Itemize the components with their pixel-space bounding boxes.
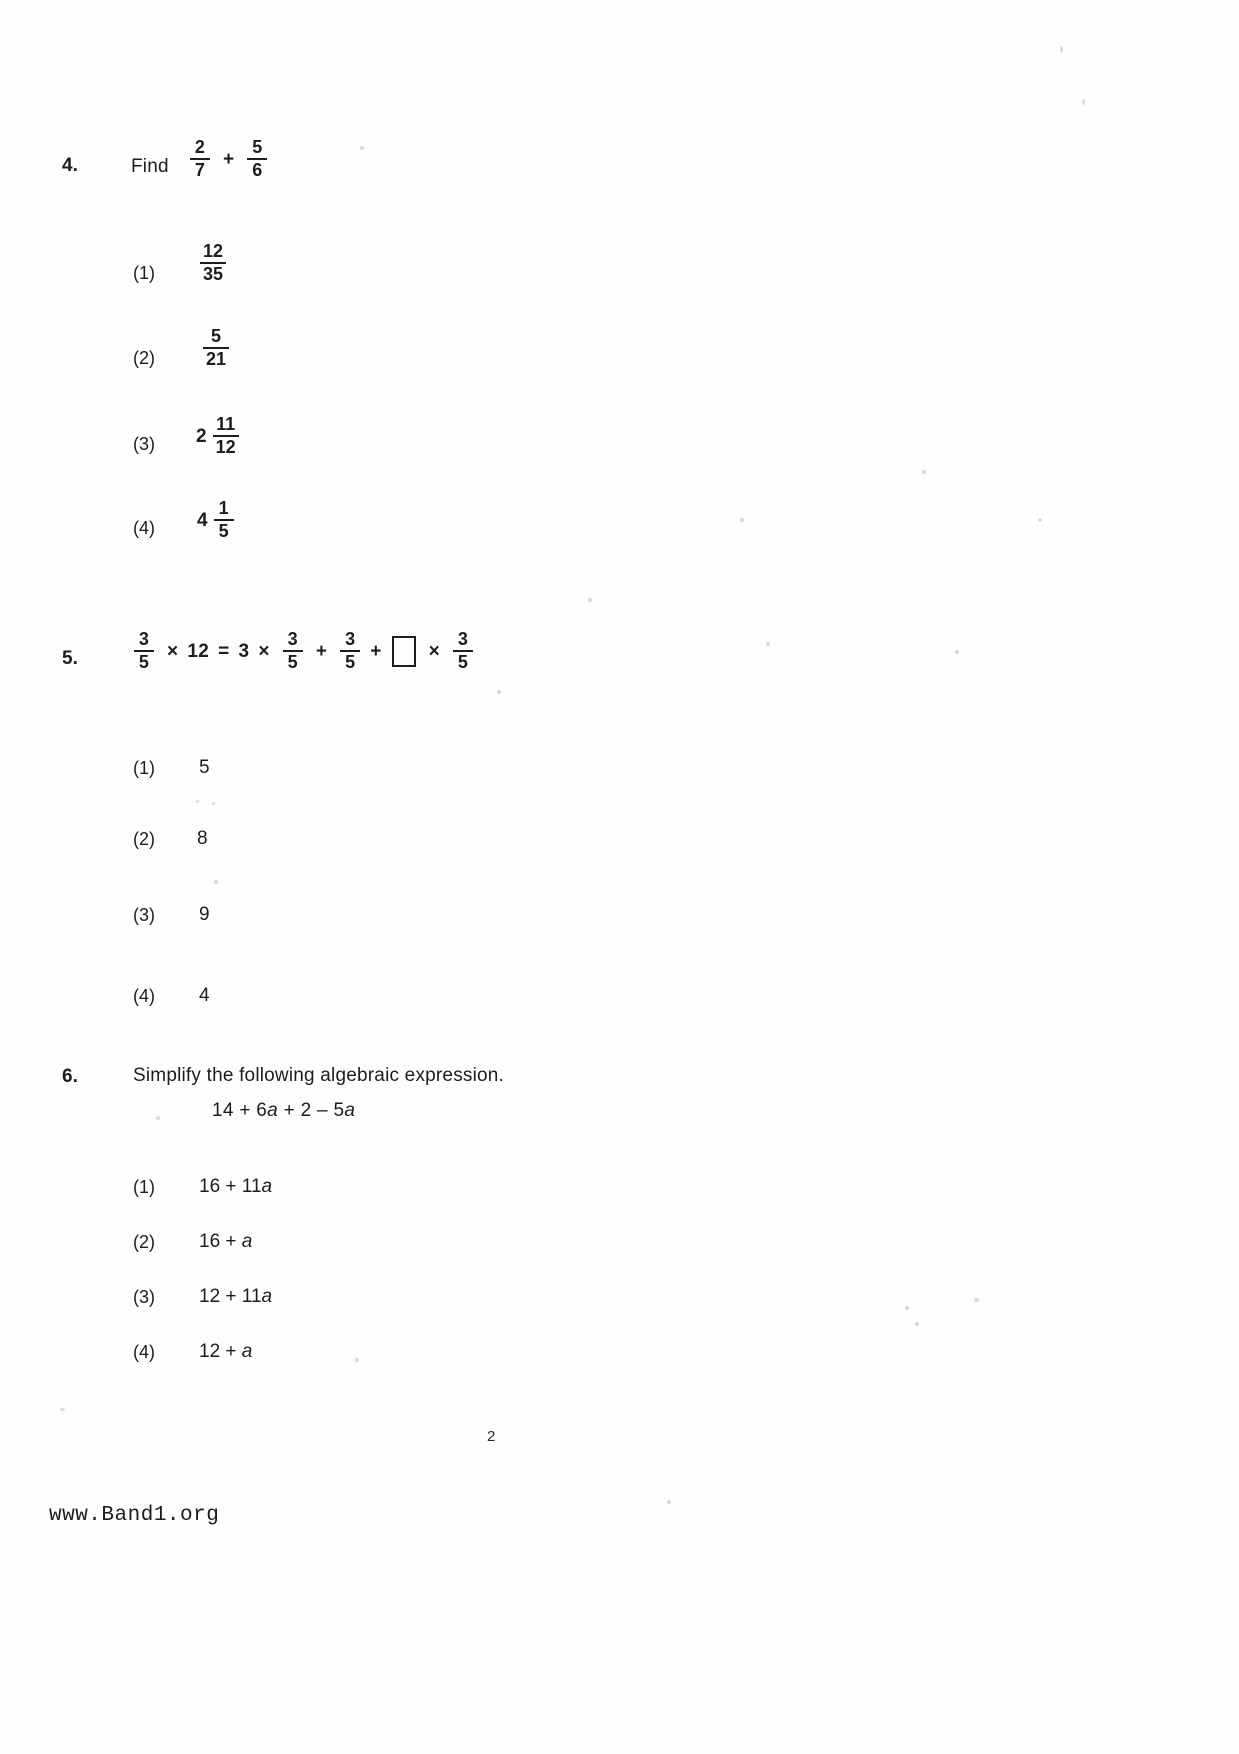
scan-speck xyxy=(212,802,215,805)
scan-speck xyxy=(905,1306,909,1310)
option-label-5-3[interactable]: (3) xyxy=(133,905,155,925)
fraction-3-5-c: $\frac{3}{5}$ xyxy=(340,630,360,672)
option-label-4-3[interactable]: (3) xyxy=(133,434,155,454)
scan-speck xyxy=(922,470,926,474)
scan-speck xyxy=(740,518,744,522)
scan-speck xyxy=(360,146,364,150)
mixed-number-4-1-5: 4 $\frac{1}{5}$ xyxy=(197,500,238,542)
fraction-3-5: $\frac{3}{5}$ xyxy=(134,630,154,672)
fraction-5-21: $\frac{5}{21}$ xyxy=(203,327,229,369)
scan-speck xyxy=(1038,518,1042,522)
scan-speck xyxy=(196,800,199,803)
operator-plus-2: + xyxy=(370,640,382,662)
option-value-4-1[interactable] xyxy=(196,243,230,285)
operator-times-2: × xyxy=(258,640,270,662)
fraction-3-5-b: $\frac{3}{5}$ xyxy=(283,630,303,672)
scan-speck xyxy=(955,650,959,654)
option-label-6-4[interactable]: (4) xyxy=(133,1342,155,1362)
fraction-12-35: $\frac{12}{35}$ xyxy=(200,242,226,284)
question-stem: Simplify the following algebraic expression. xyxy=(133,1065,505,1086)
scan-speck xyxy=(1082,99,1085,105)
question-expression xyxy=(186,138,271,181)
operand-12: 12 xyxy=(187,640,210,662)
scan-speck xyxy=(1060,46,1063,53)
operator-plus: + xyxy=(223,148,235,170)
footer-url: www.Band1.org xyxy=(49,1504,220,1527)
option-label-4-2[interactable]: (2) xyxy=(133,348,155,368)
fraction-5-6: $\frac{5}{6}$ xyxy=(247,138,267,180)
option-value-5-4[interactable]: 4 xyxy=(199,985,210,1006)
option-value-5-3[interactable]: 9 xyxy=(199,904,210,925)
scan-speck xyxy=(156,1116,160,1120)
scan-speck xyxy=(667,1500,671,1504)
option-label-6-3[interactable]: (3) xyxy=(133,1287,155,1307)
option-value-6-4[interactable]: 12 + a xyxy=(199,1341,253,1362)
scan-speck xyxy=(214,880,218,884)
question-stem: Find xyxy=(131,156,169,177)
scan-speck xyxy=(588,598,592,602)
scan-speck xyxy=(355,1358,359,1362)
option-label-5-4[interactable]: (4) xyxy=(133,986,155,1006)
operator-equals: = xyxy=(218,640,230,662)
option-value-4-2[interactable] xyxy=(199,328,233,370)
mixed-number-2-11-12: 2 $\frac{11}{12}$ xyxy=(196,416,243,458)
scan-speck xyxy=(497,690,501,694)
question-number: 5. xyxy=(62,648,78,669)
option-label-5-2[interactable]: (2) xyxy=(133,829,155,849)
operator-times-3: × xyxy=(428,640,441,662)
option-label-6-2[interactable]: (2) xyxy=(133,1232,155,1252)
option-value-5-2[interactable]: 8 xyxy=(197,828,208,849)
scan-speck xyxy=(915,1322,919,1326)
page-number: 2 xyxy=(487,1428,496,1445)
answer-box-placeholder xyxy=(392,636,416,667)
fraction-2-7: $\frac{2}{7}$ xyxy=(190,138,210,180)
fraction-3-5-d: $\frac{3}{5}$ xyxy=(453,630,473,672)
scan-speck xyxy=(766,642,770,646)
option-label-5-1[interactable]: (1) xyxy=(133,758,155,778)
question-number: 4. xyxy=(62,155,78,176)
option-label-6-1[interactable]: (1) xyxy=(133,1177,155,1197)
option-value-4-4[interactable] xyxy=(197,500,238,542)
operand-3: 3 xyxy=(238,640,250,662)
question-number: 6. xyxy=(62,1066,78,1087)
option-value-4-3[interactable] xyxy=(196,416,243,458)
question-expression xyxy=(212,1100,355,1122)
operator-times: × xyxy=(167,640,179,662)
option-label-4-1[interactable]: (1) xyxy=(133,263,155,283)
option-label-4-4[interactable]: (4) xyxy=(133,518,155,538)
scan-speck xyxy=(974,1298,979,1302)
option-value-6-3[interactable]: 12 + 11a xyxy=(199,1286,273,1307)
option-value-6-2[interactable]: 16 + a xyxy=(199,1231,253,1252)
operator-plus-1: + xyxy=(315,640,328,662)
expression-text: 14 + 6a + 2 – 5a xyxy=(212,1100,356,1121)
question-expression xyxy=(130,630,477,673)
option-value-5-1[interactable]: 5 xyxy=(199,757,210,778)
scan-speck xyxy=(60,1408,65,1411)
option-value-6-1[interactable]: 16 + 11a xyxy=(199,1176,273,1197)
